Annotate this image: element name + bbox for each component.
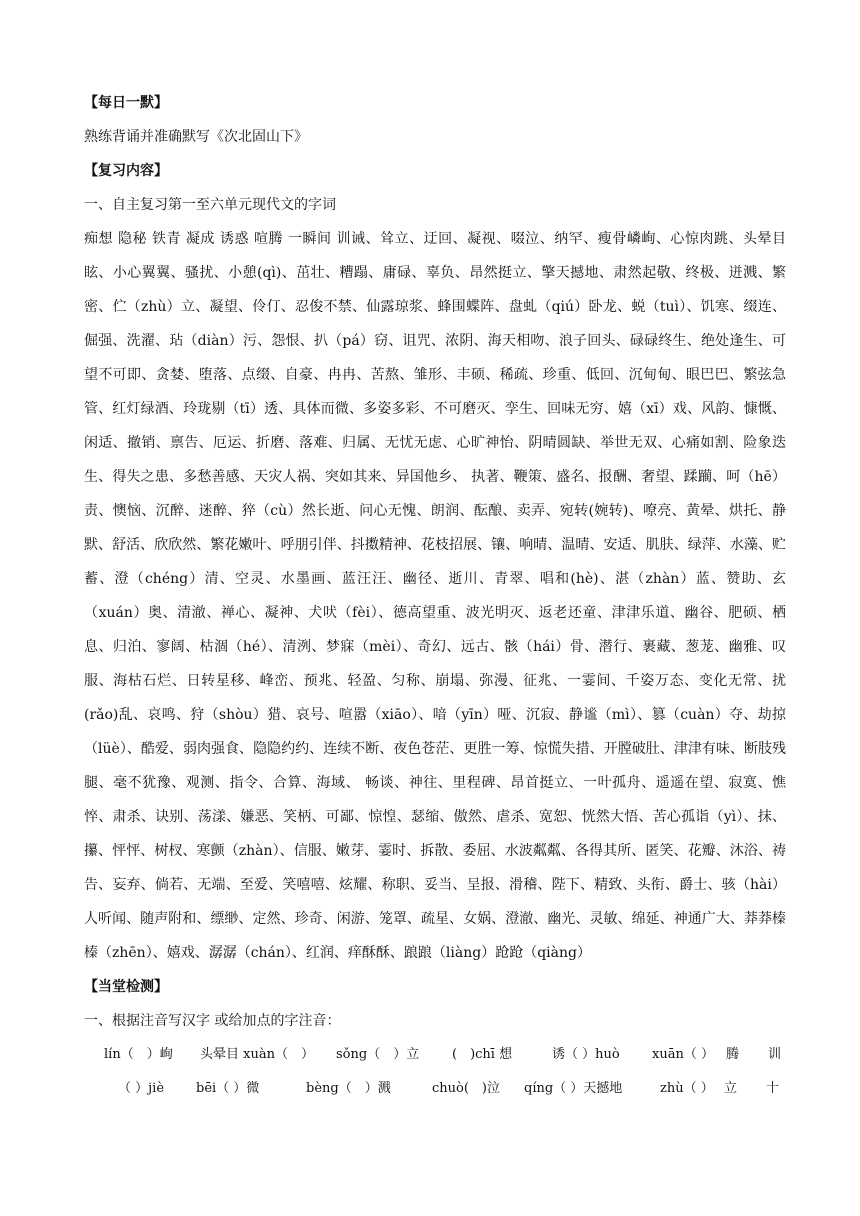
- exercise-item: lín（ ）峋: [104, 1047, 173, 1062]
- daily-task-text: 熟练背诵并准确默写《次北固山下》: [84, 129, 308, 145]
- document-page: [84, 86, 784, 1106]
- exercise-item: qíng（ ）天撼地: [524, 1081, 623, 1096]
- exercise-item: xuān（ ）: [652, 1047, 714, 1062]
- exercise-item: ( )chī 想: [452, 1047, 513, 1062]
- exercise-item: 立: [724, 1081, 738, 1096]
- exercise-item: 训: [768, 1047, 782, 1062]
- daily-section-title: 【每日一默】: [84, 95, 168, 111]
- exercise-item: bèng（ ）溅: [306, 1081, 391, 1096]
- exercise-item: 头晕目 xuàn（ ）: [200, 1047, 314, 1062]
- exercise-item: zhù（ ）: [660, 1081, 714, 1096]
- exercise-row-2: [84, 1072, 784, 1106]
- exercise-item: 十: [766, 1081, 780, 1096]
- exercise-item: 诱（ ）huò: [552, 1047, 620, 1062]
- exercise-item: sǒng（ ）立: [336, 1047, 420, 1062]
- test-item-text: 一、根据注音写汉字 或给加点的字注音：: [84, 1013, 341, 1029]
- vocab-paragraph: 痴想 隐秘 铁青 凝成 诱惑 喧腾 一瞬间 训诫、耸立、迂回、凝视、啜泣、纳罕、瘦骨嶙峋、心惊肉跳、头晕目眩、小心翼翼、骚扰、小憩(qì)、茁壮、糟蹋、庸碌、辜负、昂然挺立、擎天撼地、肃然起敬、终极、迸溅、繁密、伫（zhù）立、凝望、伶仃、忍俊不禁、仙露琼浆、蜂围蝶阵、盘虬（qiú）卧龙、蜕（tuì）、饥寒、缀连、倔强、洗濯、玷（diàn）污、怨恨、扒（pá）窃、诅咒、浓阴、海天相吻、浪子回头、碌碌终生、绝处逢生、可望不可即、贪婪、堕落、点缀、自豪、冉冉、苦熬、雏形、丰硕、稀疏、珍重、低回、沉甸甸、眼巴巴、繁弦急管、红灯绿酒、玲珑剔（tī）透、具体而微、多姿多彩、不可磨灭、孪生、回味无穷、嬉（xī）戏、风韵、慷慨、闲适、撤销、禀告、厄运、折磨、落难、归属、无忧无虑、心旷神怡、阴晴圆缺、举世无双、心痛如割、险象迭生、得失之患、多愁善感、天灾人祸、突如其来、异国他乡、 执著、鞭策、盛名、报酬、奢望、蹂躏、呵（hē）责、懊恼、沉醉、迷醉、猝（cù）然长逝、问心无愧、朗润、酝酿、卖弄、宛转(婉转)、嘹亮、黄晕、烘托、静默、舒活、欣欣然、繁花嫩叶、呼朋引伴、抖擞精神、花枝招展、镶、响晴、温晴、安适、肌肤、绿萍、水藻、贮蓄、澄（chéng）清、空灵、水墨画、蓝汪汪、幽径、逝川、青翠、唱和(hè)、湛（zhàn）蓝、赞助、玄（xuán）奥、清澈、禅心、凝神、犬吠（fèi）、德高望重、波光明灭、返老还童、津津乐道、幽谷、肥硕、栖息、归泊、寥阔、枯涸（hé）、清洌、梦寐（mèi）、奇幻、远古、骸（hái）骨、潜行、裹藏、葱茏、幽雅、叹服、海枯石烂、日转星移、峰峦、预兆、轻盈、匀称、崩塌、弥漫、征兆、一霎间、千姿万态、变化无常、扰(rǎo)乱、哀鸣、狩（shòu）猎、哀号、喧嚣（xiāo）、喑（yīn）哑、沉寂、静谧（mì）、篡（cuàn）夺、劫掠（lüè）、酷爱、弱肉强食、隐隐约约、连续不断、夜色苍茫、更胜一筹、惊慌失措、开膛破肚、津津有味、断肢残腿、毫不犹豫、观测、指令、合算、海域、 畅谈、神往、里程碑、昂首挺立、一叶孤舟、遥遥在望、寂寞、憔悴、肃杀、诀别、荡漾、嫌恶、笑柄、可鄙、惊惶、瑟缩、傲然、虐杀、宽恕、恍然大悟、苦心孤诣（yì）、抹、攥、怦怦、树杈、寒颤（zhàn）、信服、嫩芽、霎时、拆散、委屈、水波粼粼、各得其所、匿笑、花瓣、沐浴、祷告、妄弃、倘若、无端、至爱、笑嘻嘻、炫耀、称职、妥当、呈报、滑稽、陛下、精致、头衔、爵士、骇（hài）人听闻、随声附和、缥缈、定然、珍奇、闲游、笼罩、疏星、女娲、澄澈、幽光、灵敏、绵延、神通广大、莽莽榛榛（zhēn）、嬉戏、潺潺（chán）、红润、痒酥酥、踉踉（liàng）跄跄（qiàng）: [84, 231, 786, 961]
- review-item-text: 一、自主复习第一至六单元现代文的字词: [84, 197, 336, 213]
- exercise-item: （ ）jiè: [118, 1081, 165, 1096]
- review-section-title: 【复习内容】: [84, 163, 168, 179]
- exercise-row-1: [84, 1038, 784, 1072]
- exercise-item: chuò( )泣: [432, 1081, 500, 1096]
- exercise-item: 腾: [726, 1047, 740, 1062]
- test-section-title: 【当堂检测】: [84, 979, 168, 995]
- exercise-item: bēi（ ）微: [196, 1081, 260, 1096]
